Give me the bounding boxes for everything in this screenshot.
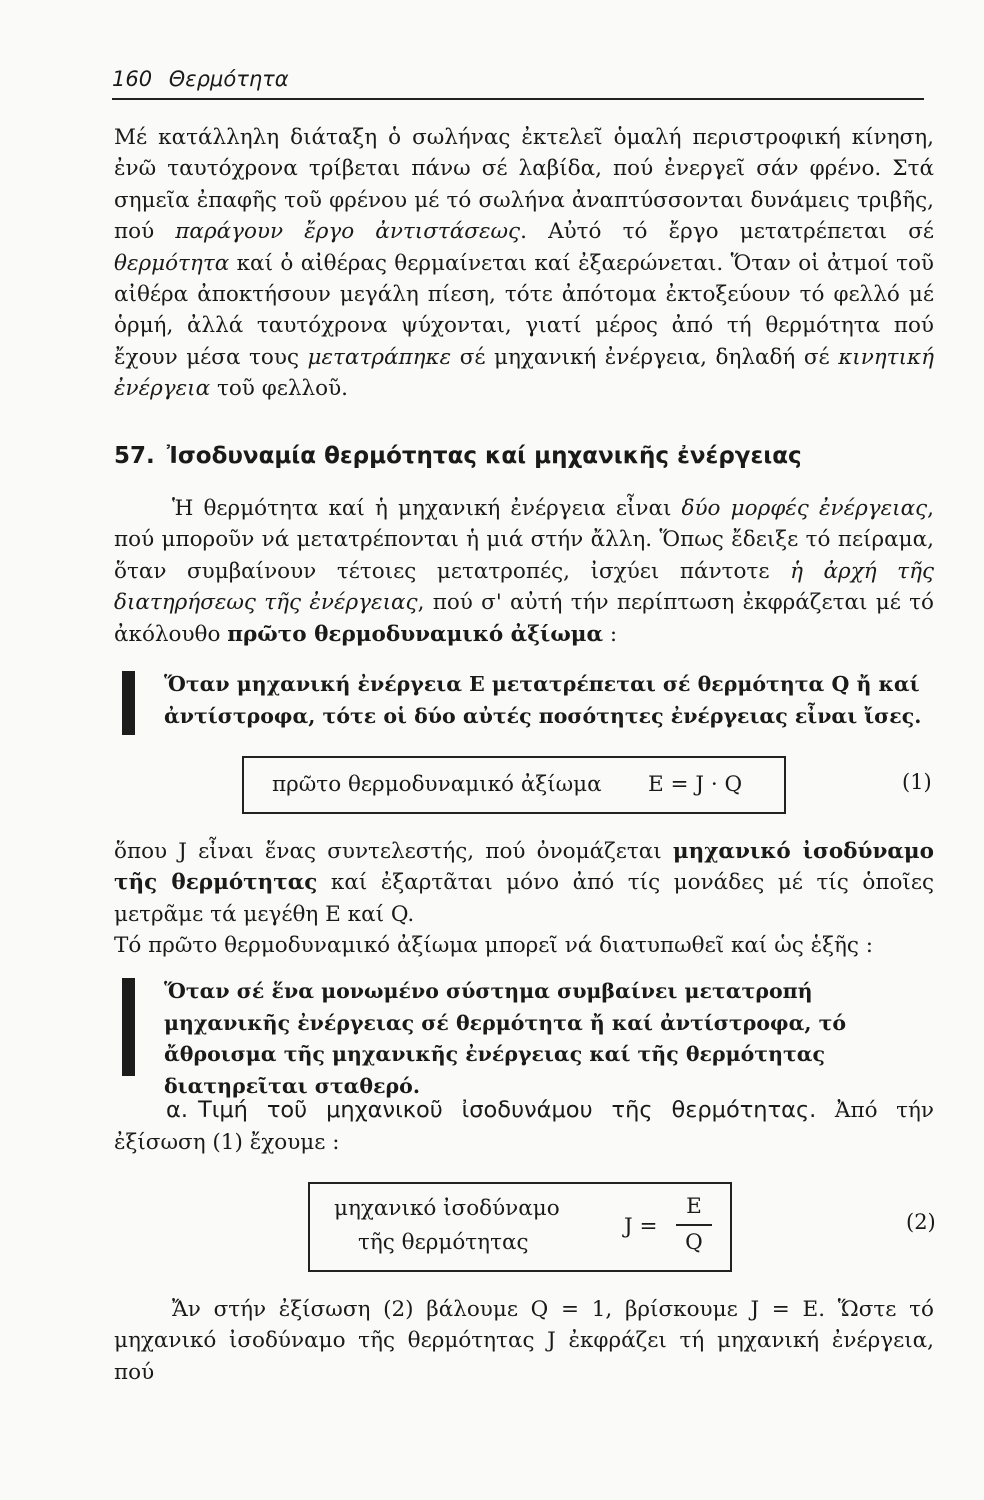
fraction	[676, 1192, 712, 1258]
intro-italic-4: κινητική ἐνέργεια	[114, 344, 934, 402]
formula-1-label: πρῶτο θερμοδυναμικό ἀξίωμα	[272, 772, 602, 797]
subsection-text: Ἀπό τήν ἐξίσωση (1) ἔχουμε :	[114, 1098, 934, 1155]
axiom-statement-2	[122, 976, 934, 1098]
subsection-paragraph	[114, 1094, 934, 1159]
intro-text-5: τοῦ φελλοῦ.	[210, 376, 348, 402]
axiom-statement-1	[122, 669, 934, 733]
formula-2-lhs: J =	[624, 1214, 658, 1239]
subsection-letter: α.	[166, 1097, 188, 1123]
closing-paragraph	[114, 1294, 934, 1388]
intro-italic-2: θερμότητα	[114, 250, 230, 276]
para2-text-3: , πού σ' αὐτή τήν περίπτωση ἐκφράζεται μέ τό ἀκόλουθο	[114, 590, 934, 647]
fraction-denominator: Q	[685, 1230, 703, 1255]
formula-box-2	[308, 1182, 732, 1272]
para2-text-2: , πού μποροῦν νά μετατρέπονται ἡ μιά στήν ἄλλη. Ὅπως ἔδειξε τό πείραμα, ὅταν συμβαίνουν τέτοιες μετατροπές, ἰσχύει πάντοτε	[114, 496, 934, 584]
equation-number-1: (1)	[902, 770, 932, 794]
page-number: 160	[112, 67, 153, 91]
intro-text-1: Μέ κατάλληλη διάταξη ὁ σωλήνας ἐκτελεῖ ὁμαλή περιστροφική κίνηση, ἐνῶ ταυτόχρονα τρίβεται πάνω σέ λαβίδα, πού ἐνεργεῖ σάν φρένο. Στά σημεῖα ἐπαφῆς τοῦ φρένου μέ τό σωλήνα ἀναπτύσσονται δυνάμεις τριβῆς, πού	[114, 125, 934, 245]
intro-paragraph	[114, 122, 934, 405]
formula-2-label-line-1: μηχανικό ἰσοδύναμο	[334, 1196, 560, 1221]
equation-number-2: (2)	[906, 1210, 936, 1234]
margin-bar	[122, 978, 135, 1076]
section-heading	[114, 440, 802, 472]
fraction-bar	[676, 1224, 712, 1226]
running-header	[112, 64, 924, 100]
intro-text-2: . Αὐτό τό ἔργο μετατρέπεται σέ	[520, 219, 935, 245]
explanation-paragraph	[114, 836, 934, 962]
intro-italic-1: παράγουν ἔργο ἀντιστάσεως	[175, 219, 521, 245]
intro-text-3: καί ὁ αἰθέρας θερμαίνεται καί ἐξαερώνεται. Ὅταν οἱ ἀτμοί τοῦ αἰθέρα ἀποκτήσουν μεγάλη πίεση, τότε ἀπότομα ἐκτοξεύουν τό φελλό μέ ὁρμή, ἀλλά ταυτόχρονα ψύχονται, γιατί μέρος ἀπό τή θερμότητα πού ἔχουν μέσα τους	[114, 250, 934, 370]
intro-text-4: σέ μηχανική ἐνέργεια, δηλαδή σέ	[451, 344, 839, 370]
section-paragraph	[114, 493, 934, 650]
formula-2-label-line-2: τῆς θερμότητας	[358, 1230, 529, 1255]
subsection-title: Τιμή τοῦ μηχανικοῦ ἰσοδυνάμου τῆς θερμότητας.	[197, 1097, 817, 1123]
para2-bold-1: πρῶτο θερμοδυναμικό ἀξίωμα	[227, 621, 604, 647]
section-number: 57.	[114, 443, 155, 469]
para3-text-2: καί ἐξαρτᾶται μόνο ἀπό τίς μονάδες μέ τίς ὁποῖες μετρᾶμε τά μεγέθη Ε καί Q.	[114, 870, 935, 927]
para3-text-1: ὅπου J εἶναι ἕνας συντελεστής, πού ὀνομάζεται	[114, 839, 673, 864]
para2-italic-2: ἡ ἀρχή τῆς διατηρήσεως τῆς ἐνέργειας	[114, 558, 934, 616]
para4-text: Ἄν στήν ἐξίσωση (2) βάλουμε Q = 1, βρίσκουμε J = E. Ὥστε τό μηχανικό ἰσοδύναμο τῆς θερμότητας J ἐκφράζει τή μηχανική ἐνέργεια, πού	[114, 1297, 934, 1385]
margin-bar	[122, 671, 135, 735]
intro-italic-3: μετατράπηκε	[307, 344, 452, 370]
formula-1-equation: Ε = J · Q	[648, 772, 743, 797]
axiom-2-text: Ὅταν σέ ἕνα μονωμένο σύστημα συμβαίνει μετατροπή μηχανικῆς ἐνέργειας σέ θερμότητα ἤ καί ἀντίστροφα, τό ἄθροισμα τῆς μηχανικῆς ἐνέργειας καί τῆς θερμότητας διατηρεῖται σταθερό.	[164, 979, 847, 1098]
formula-box-1	[242, 756, 786, 814]
para3-bold-1: μηχανικό ἰσοδύναμο τῆς θερμότητας	[114, 839, 934, 896]
para2-text-4: :	[603, 621, 618, 647]
para3-line-2: Τό πρῶτο θερμοδυναμικό ἀξίωμα μπορεῖ νά διατυπωθεῖ καί ὡς ἑξῆς :	[114, 933, 873, 959]
section-title: Ἰσοδυναμία θερμότητας καί μηχανικῆς ἐνέργειας	[166, 443, 802, 469]
axiom-1-text: Ὅταν μηχανική ἐνέργεια Ε μετατρέπεται σέ θερμότητα Q ἤ καί ἀντίστροφα, τότε οἱ δύο αὐτές ποσότητες ἐνέργειας εἶναι ἴσες.	[164, 672, 922, 728]
fraction-numerator: E	[686, 1194, 702, 1219]
chapter-title: Θερμότητα	[168, 67, 289, 91]
para2-italic-1: δύο μορφές ἐνέργειας	[681, 496, 928, 521]
para2-text-1: Ἡ θερμότητα καί ἡ μηχανική ἐνέργεια εἶναι	[172, 496, 682, 521]
